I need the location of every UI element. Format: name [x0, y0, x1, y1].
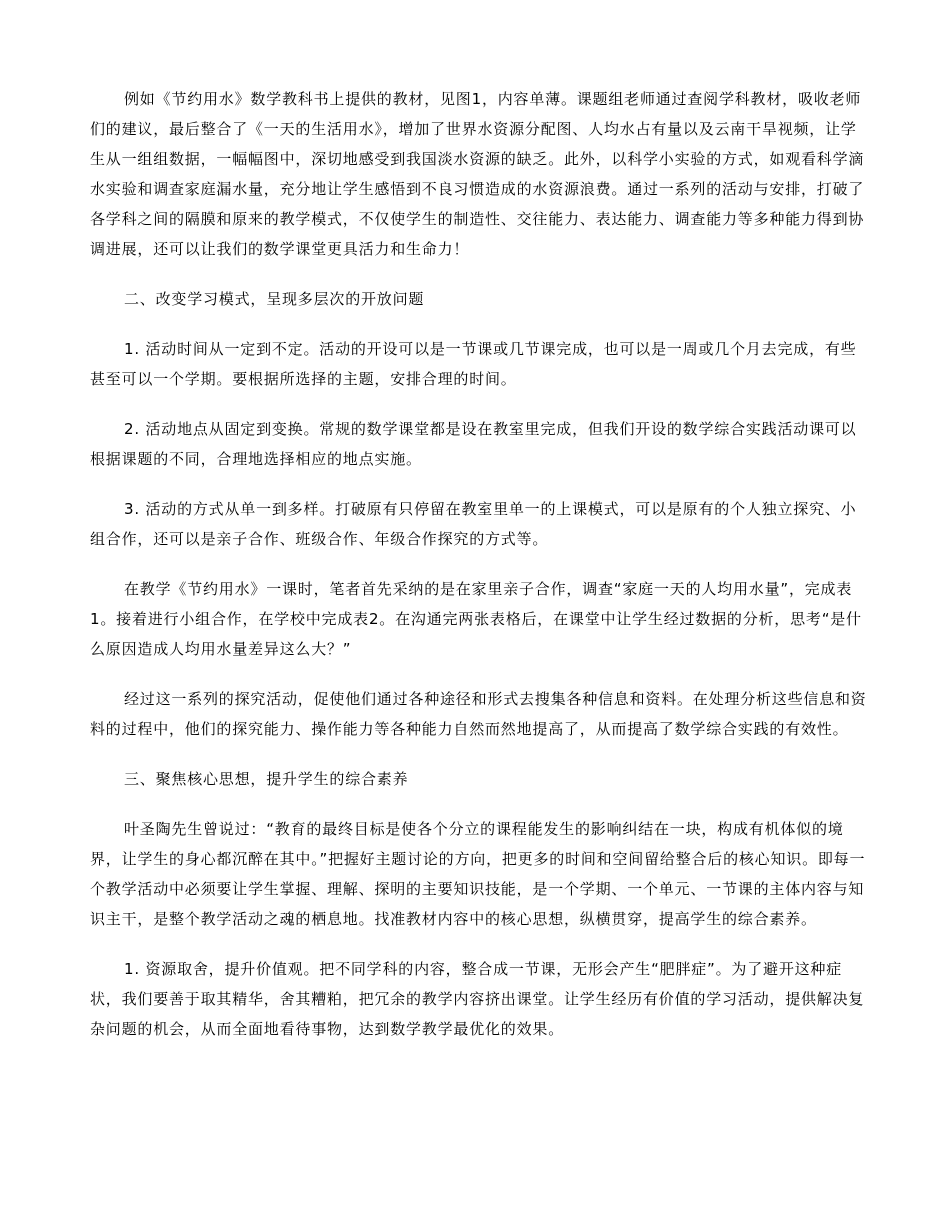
paragraph-intro: 例如《节约用水》数学教科书上提供的教材，见图1，内容单薄。课题组老师通过查阅学科教材，吸收老师们的建议，最后整合了《一天的生活用水》，增加了世界水资源分配图、人均水占有量以及云南干旱视频，让学生从一组组数据，一幅幅图中，深切地感受到我国淡水资源的缺乏。此外，以科学小实验的方式，如观看科学滴水实验和调查家庭漏水量，充分地让学生感悟到不良习惯造成的水资源浪费。通过一系列的活动与安排，打破了各学科之间的隔膜和原来的教学模式，不仅使学生的制造性、交往能力、表达能力、调查能力等多种能力得到协调进展，还可以让我们的数学课堂更具活力和生命力！ — [90, 90, 865, 258]
section-heading-2: 二、改变学习模式，呈现多层次的开放问题 — [124, 290, 425, 308]
paragraph-example: 在教学《节约用水》一课时，笔者首先采纳的是在家里亲子合作，调查“家庭一天的人均用水量”，完成表1。接着进行小组合作，在学校中完成表2。在沟通完两张表格后，在课堂中让学生经过数据的分析，思考“是什么原因造成人均用水量差异这么大？” — [90, 580, 862, 658]
paragraph-item-time: 1. 活动时间从一定到不定。活动的开设可以是一节课或几节课完成，也可以是一周或几个月去完成，有些甚至可以一个学期。要根据所选择的主题，安排合理的时间。 — [90, 340, 857, 388]
section-heading-3: 三、聚焦核心思想，提升学生的综合素养 — [124, 770, 409, 788]
paragraph-item-method: 3. 活动的方式从单一到多样。打破原有只停留在教室里单一的上课模式，可以是原有的个人独立探究、小组合作，还可以是亲子合作、班级合作、年级合作探究的方式等。 — [90, 500, 857, 548]
paragraph-item-resources: 1. 资源取舍，提升价值观。把不同学科的内容，整合成一节课，无形会产生“肥胖症”。为了避开这种症状，我们要善于取其精华，舍其糟粕，把冗余的教学内容挤出课堂。让学生经历有价值的学习活动，提供解决复杂问题的机会，从而全面地看待事物，达到数学教学最优化的效果。 — [90, 960, 865, 1038]
paragraph-item-location: 2. 活动地点从固定到变换。常规的数学课堂都是设在教室里完成，但我们开设的数学综合实践活动课可以根据课题的不同，合理地选择相应的地点实施。 — [90, 420, 857, 468]
paragraph-quote: 叶圣陶先生曾说过：“教育的最终目标是使各个分立的课程能发生的影响纠结在一块，构成有机体似的境界，让学生的身心都沉醉在其中。”把握好主题讨论的方向，把更多的时间和空间留给整合后的核心知识。即每一个教学活动中必须要让学生掌握、理解、探明的主要知识技能，是一个学期、一个单元、一节课的主体内容与知识主干，是整个教学活动之魂的栖息地。找准教材内容中的核心思想，纵横贯穿，提高学生的综合素养。 — [90, 820, 866, 928]
document-body — [90, 84, 870, 1064]
paragraph-summary: 经过这一系列的探究活动，促使他们通过各种途径和形式去搜集各种信息和资料。在处理分析这些信息和资料的过程中，他们的探究能力、操作能力等各种能力自然而然地提高了，从而提高了数学综合实践的有效性。 — [90, 690, 867, 738]
